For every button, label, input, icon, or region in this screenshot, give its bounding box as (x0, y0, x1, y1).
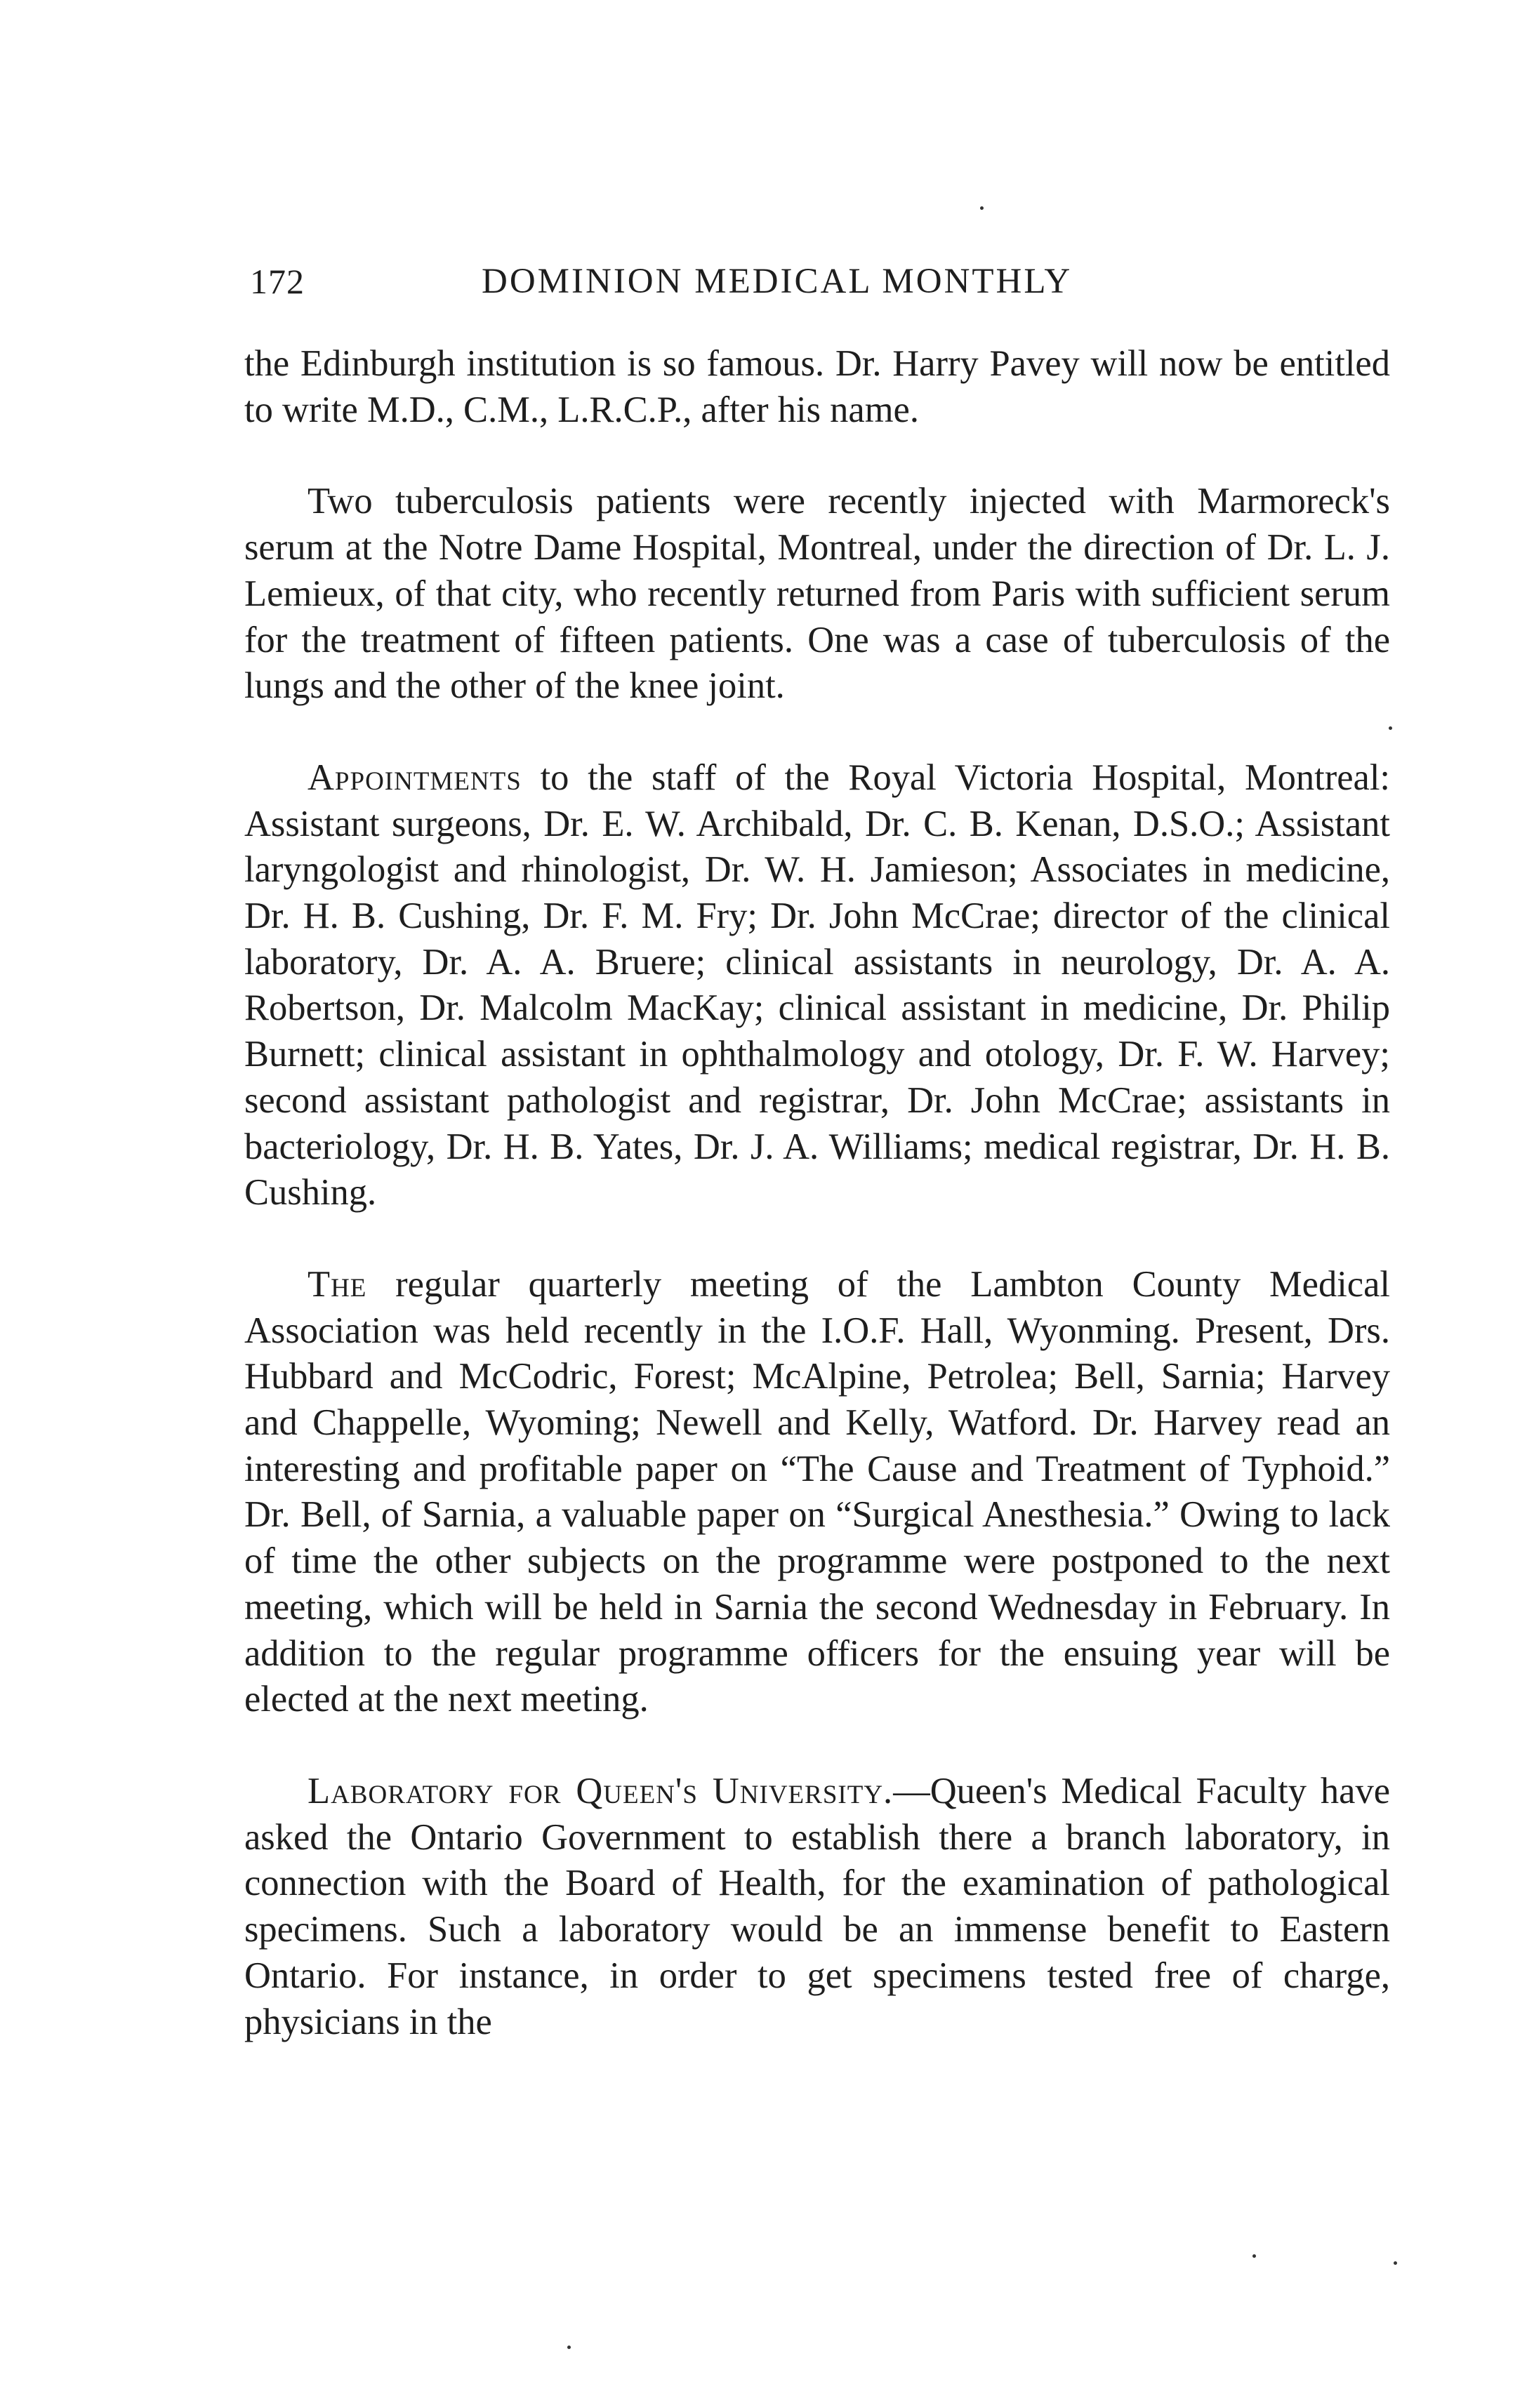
print-speck (1252, 2254, 1256, 2258)
print-speck (567, 2346, 571, 2349)
paragraph-lead: Appointments (308, 757, 522, 798)
page-header (250, 261, 1390, 310)
paragraph-lead: Laboratory for Queen's University. (308, 1770, 894, 1811)
article-body (244, 341, 1390, 2045)
paragraph-appointments (244, 755, 1390, 1216)
print-speck (1394, 2261, 1397, 2265)
paragraph-lead: The (308, 1263, 367, 1305)
paragraph-text: Two tuberculosis patients were recently injected with Marmoreck's serum at the Notre Dame Hospital, Montreal, under the direction of Dr. L. J. Lemieux, of that city, who recently returned from Paris with sufficient serum for the treatment of fifteen patients. One was a case of tuberculosis of the lungs and the other of the knee joint. (244, 481, 1390, 707)
paragraph-gap (244, 433, 1390, 479)
running-head: DOMINION MEDICAL MONTHLY (482, 262, 1073, 301)
paragraph-tuberculosis-serum (244, 479, 1390, 710)
paragraph-text: —Queen's Medical Faculty have asked the Ontario Government to establish there a branch laboratory, in connection with the Board of Health, for the examination of pathological specimens. Such a laboratory would be an immense benefit to Eastern Ontario. For instance, in order to get specimens tested free of charge, physicians in the (244, 1770, 1390, 2042)
paragraph-lambton-meeting (244, 1262, 1390, 1723)
paragraph-pavey (244, 341, 1390, 433)
paragraph-gap (244, 1723, 1390, 1769)
paragraph-text: the Edinburgh institution is so famous. Dr. Harry Pavey will now be entitled to write M.D., C.M., L.R.C.P., after his name. (244, 343, 1390, 430)
paragraph-gap (244, 1216, 1390, 1262)
paragraph-text: regular quarterly meeting of the Lambton County Medical Association was held recently in the I.O.F. Hall, Wyonming. Present, Drs. Hubbard and McCodric, Forest; McAlpine, Petrolea; Bell, Sarnia; Harvey and Chappelle, Wyoming; Newell and Kelly, Watford. Dr. Harvey read an interesting and profitable paper on “The Cause and Treatment of Typhoid.” Dr. Bell, of Sarnia, a valuable paper on “Surgical Anesthesia.” Owing to lack of time the other subjects on the programme were postponed to the next meeting, which will be held in Sarnia the second Wednesday in February. In addition to the regular programme officers for the ensuing year will be elected at the next meeting. (244, 1263, 1390, 1720)
print-speck (980, 206, 984, 210)
paragraph-text: to the staff of the Royal Victoria Hospital, Montreal: Assistant surgeons, Dr. E. W. Archibald, Dr. C. B. Kenan, D.S.O.; Assistant laryngologist and rhinologist, Dr. W. H. Jamieson; Associates in medicine, Dr. H. B. Cushing, Dr. F. M. Fry; Dr. John McCrae; director of the clinical laboratory, Dr. A. A. Bruere; clinical assistants in neurology, Dr. A. A. Robertson, Dr. Malcolm MacKay; clinical assistant in medicine, Dr. Philip Burnett; clinical assistant in ophthalmology and otology, Dr. F. W. Harvey; second assistant pathologist and registrar, Dr. John McCrae; assistants in bacteriology, Dr. H. B. Yates, Dr. J. A. Williams; medical registrar, Dr. H. B. Cushing. (244, 757, 1390, 1213)
page-number: 172 (250, 262, 305, 301)
paragraph-gap (244, 710, 1390, 755)
print-speck (1389, 726, 1392, 730)
paragraph-queens-laboratory (244, 1769, 1390, 2045)
